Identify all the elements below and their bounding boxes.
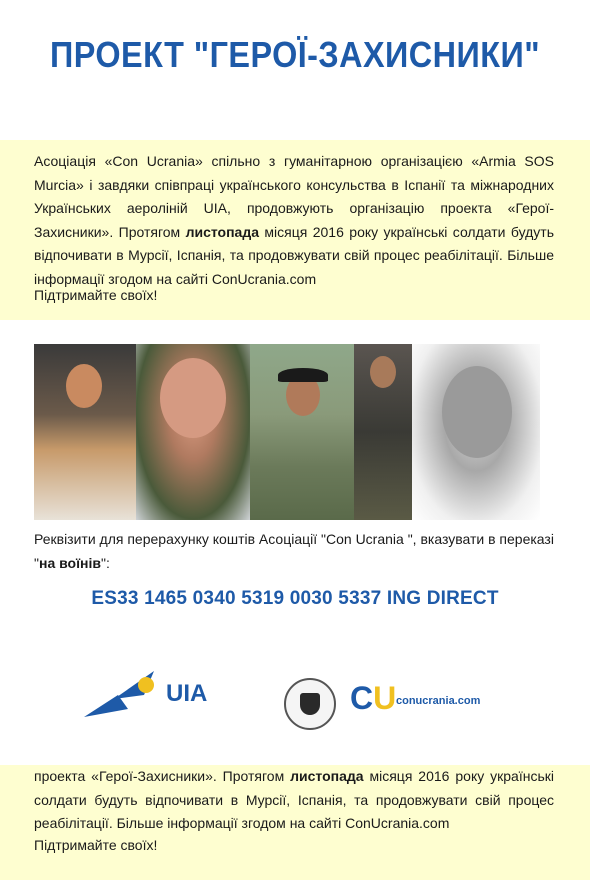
con-ucrania-site-label: conucrania.com — [396, 695, 481, 707]
uia-logo-text: UIA — [166, 680, 208, 707]
soldier-photo-1 — [34, 344, 136, 520]
requisites-text-end: ": — [100, 554, 110, 571]
requisites-text-start: Реквізити для перерахунку коштів Асоціації "Con Ucrania ", вказувати в переказі " — [34, 531, 554, 571]
requisites-purpose-bold: на воїнів — [38, 554, 101, 571]
bottom-text-start: проекта «Герої-Захисники». Протягом — [34, 768, 291, 784]
requisites-paragraph — [34, 528, 554, 575]
soldier-photos — [34, 344, 540, 520]
intro-paragraph — [34, 150, 554, 291]
soldier-photo-5 — [412, 344, 540, 520]
armia-sos-seal-icon — [284, 678, 336, 730]
page-title: ПРОЕКТ "ГЕРОЇ-ЗАХИСНИКИ" — [49, 34, 541, 75]
soldier-photo-3 — [250, 344, 354, 520]
intro-text-start: Асоціація «Con Ucrania» спільно з гуманітарною організацією «Armia SOS Murcia» і завдяки співпраці українського консульства в Іспанії та міжнародних Українських аероліній UIA, продовжують організацію проекта «Герої-Захисники». Протягом — [34, 153, 554, 240]
con-ucrania-logo — [350, 680, 396, 717]
bank-account-iban: ES33 1465 0340 5319 0030 5337 ING DIRECT — [91, 588, 499, 609]
bottom-month-bold: листопада — [290, 768, 364, 784]
cu-logo-c: C — [350, 680, 374, 716]
bottom-paragraph — [34, 765, 554, 836]
intro-month-bold: листопада — [185, 223, 260, 240]
soldier-photo-2 — [136, 344, 250, 520]
bottom-text-end: місяця 2016 року українські солдати будуть відпочивати в Мурсії, Іспанія, та продовжувати свій процес реабілітації. Більше інформації згодом на сайті ConUcrania.com — [34, 768, 554, 831]
support-text-bottom: Підтримайте своїх! — [34, 837, 158, 853]
soldier-photo-4 — [354, 344, 412, 520]
cu-logo-u: U — [373, 680, 397, 716]
intro-text-end: місяця 2016 року українські солдати будуть відпочивати в Мурсії, Іспанія, та продовжувати свій процес реабілітації. Більше інформації згодом на сайті ConUcrania.com — [34, 223, 555, 287]
support-text-top: Підтримайте своїх! — [34, 287, 158, 303]
